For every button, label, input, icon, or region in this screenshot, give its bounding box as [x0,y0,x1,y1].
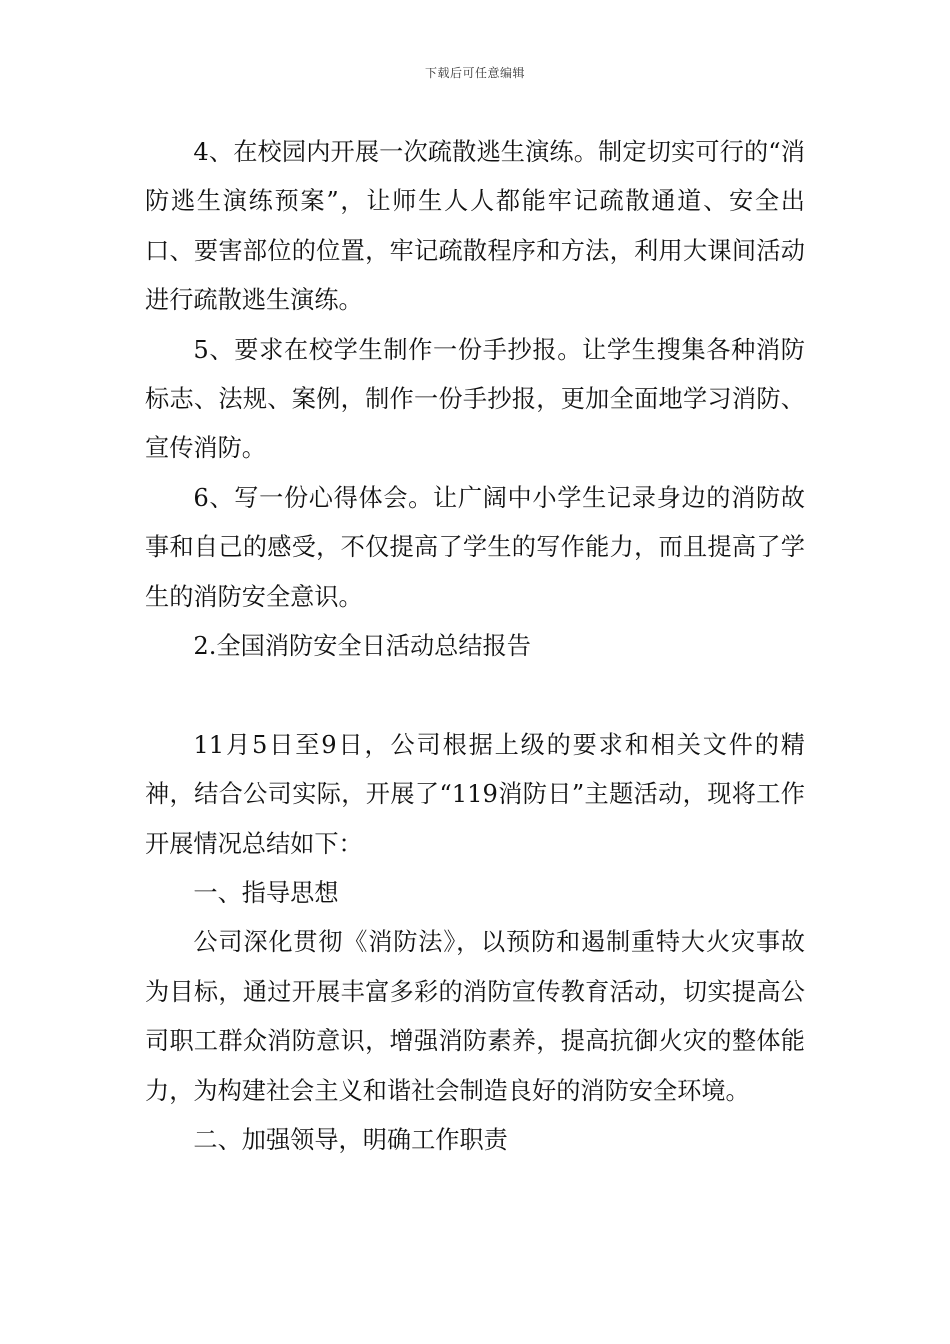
paragraph-item-4: 4、在校园内开展一次疏散逃生演练。制定切实可行的“消防逃生演练预案”，让师生人人都能牢记疏散通道、安全出口、要害部位的位置，牢记疏散程序和方法，利用大课间活动进行疏散逃生演练。 [145,138,805,315]
paragraph-item-5: 5、要求在校学生制作一份手抄报。让学生搜集各种消防标志、法规、案例，制作一份手抄报，更加全面地学习消防、宣传消防。 [145,335,805,463]
section-heading-report: 2.全国消防安全日活动总结报告 [193,632,531,661]
page-header: 下载后可任意编辑 [424,66,525,80]
blank-line [145,671,805,720]
heading-guiding-ideology: 一、指导思想 [193,879,339,908]
paragraph-item-6: 6、写一份心得体会。让广阔中小学生记录身边的消防故事和自己的感受，不仅提高了学生的写作能力，而且提高了学生的消防安全意识。 [145,483,805,611]
paragraph-intro: 11月5日至9日，公司根据上级的要求和相关文件的精神，结合公司实际，开展了“119消防日”主题活动，现将工作开展情况总结如下： [145,730,805,858]
document-body [145,128,805,1166]
paragraph-guiding-ideology: 公司深化贯彻《消防法》，以预防和遏制重特大火灾事故为目标，通过开展丰富多彩的消防宣传教育活动，切实提高公司职工群众消防意识，增强消防素养，提高抗御火灾的整体能力，为构建社会主义和谐社会制造良好的消防安全环境。 [145,928,805,1105]
heading-leadership: 二、加强领导，明确工作职责 [193,1126,508,1155]
